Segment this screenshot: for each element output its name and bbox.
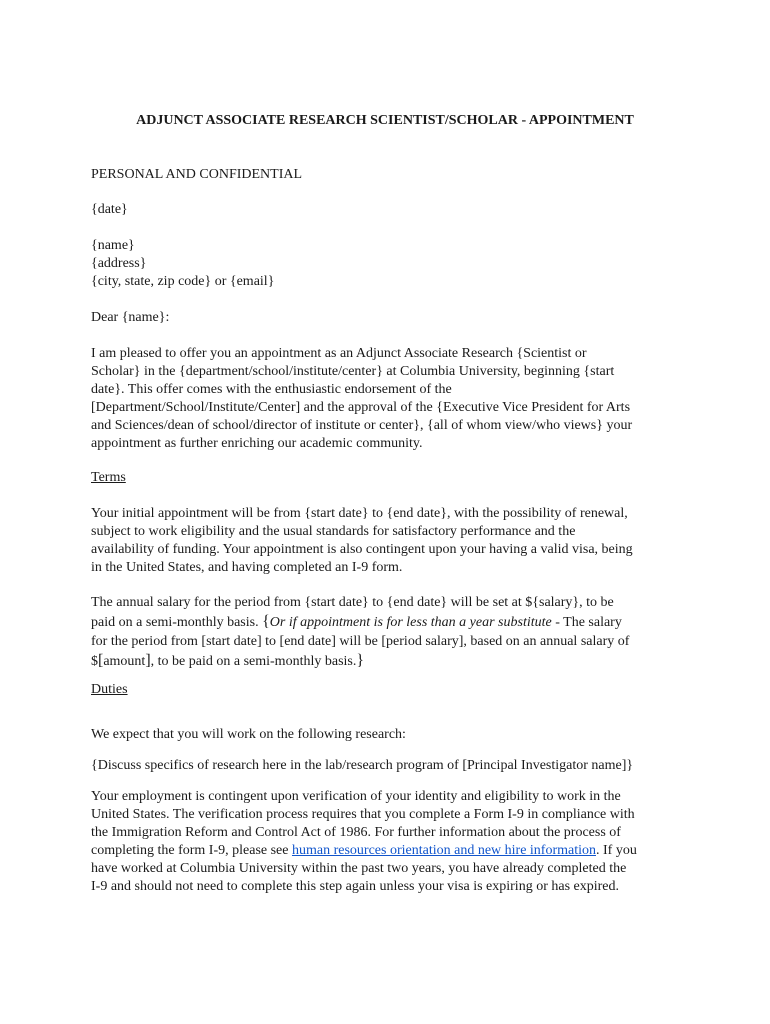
confidential-label xyxy=(91,166,691,184)
brace-close: } xyxy=(356,652,365,669)
employment-line: I-9 and should not need to complete this step again unless your visa is expiring or has expired. xyxy=(91,879,620,894)
salutation-text: Dear {name}: xyxy=(91,310,170,325)
terms-paragraph xyxy=(91,505,691,577)
employment-text: . If you xyxy=(596,843,637,858)
date-text: {date} xyxy=(91,202,128,217)
salary-line: for the period from [start date] to [end date] will be [period salary], based on an annual salary of xyxy=(91,634,630,649)
salary-text: $ xyxy=(91,654,98,669)
terms-line: subject to work eligibility and the usual standards for satisfactory performance and the xyxy=(91,524,576,539)
salary-line: The annual salary for the period from {start date} to {end date} will be set at ${salary}, to be xyxy=(91,595,614,610)
salary-text: , to be paid on a semi-monthly basis. xyxy=(150,654,357,669)
intro-line: date}. This offer comes with the enthusiastic endorsement of the xyxy=(91,382,452,397)
employment-line: have worked at Columbia University within the past two years, you have already completed the xyxy=(91,861,627,876)
recipient-address: {address} xyxy=(91,256,147,271)
document-title: ADJUNCT ASSOCIATE RESEARCH SCIENTIST/SCHOLAR - APPOINTMENT xyxy=(136,113,634,128)
salary-line xyxy=(91,612,691,632)
terms-line: in the United States, and having completed an I-9 form. xyxy=(91,560,403,575)
employment-line: United States. The verification process requires that you complete a Form I-9 in compliance with xyxy=(91,807,635,822)
terms-heading-text: Terms xyxy=(91,470,126,485)
duties-specifics-text: {Discuss specifics of research here in the lab/research program of [Principal Investigator name]} xyxy=(91,758,634,773)
bracket-open: [ xyxy=(98,652,104,669)
duties-heading-text: Duties xyxy=(91,682,128,697)
address-block xyxy=(91,237,691,291)
date-field xyxy=(91,201,691,219)
employment-line: Your employment is contingent upon verification of your identity and eligibility to work in the xyxy=(91,789,621,804)
intro-line: [Department/School/Institute/Center] and the approval of the {Executive Vice President for Arts xyxy=(91,400,631,415)
employment-line: the Immigration Reform and Control Act of 1986. For further information about the process of xyxy=(91,825,621,840)
intro-line: appointment as further enriching our academic community. xyxy=(91,436,423,451)
employment-text: completing the form I-9, please see xyxy=(91,843,292,858)
confidential-text: PERSONAL AND CONFIDENTIAL xyxy=(91,167,303,182)
intro-paragraph xyxy=(91,345,691,453)
terms-line: availability of funding. Your appointment is also contingent upon your having a valid visa, being xyxy=(91,542,633,557)
salary-line xyxy=(91,651,691,671)
intro-line: and Sciences/dean of school/director of institute or center}, {all of whom view/who views} your xyxy=(91,418,633,433)
recipient-city-line: {city, state, zip code} or {email} xyxy=(91,274,275,289)
recipient-name: {name} xyxy=(91,238,135,253)
hr-orientation-link[interactable]: human resources orientation and new hire information xyxy=(291,843,596,858)
terms-line: Your initial appointment will be from {start date} to {end date}, with the possibility of renewal, xyxy=(91,506,628,521)
duties-intro xyxy=(91,726,691,744)
duties-heading xyxy=(91,681,691,699)
brace-open: { xyxy=(262,613,270,630)
salary-paragraph xyxy=(91,593,691,671)
duties-intro-text: We expect that you will work on the following research: xyxy=(91,727,406,742)
intro-line: Scholar} in the {department/school/institute/center} at Columbia University, beginning {start xyxy=(91,364,615,379)
employment-line xyxy=(91,842,691,860)
salary-text: - The salary xyxy=(551,615,622,630)
employment-paragraph xyxy=(91,788,691,896)
bracket-close: ] xyxy=(145,652,151,669)
terms-heading xyxy=(91,469,691,487)
duties-specifics xyxy=(91,757,691,775)
salary-text: amount xyxy=(103,654,146,669)
salary-text: paid on a semi-monthly basis. xyxy=(91,615,263,630)
intro-line: I am pleased to offer you an appointment as an Adjunct Associate Research {Scientist or xyxy=(91,346,587,361)
substitute-note: Or if appointment is for less than a year substitute xyxy=(269,615,552,630)
salutation xyxy=(91,309,691,327)
